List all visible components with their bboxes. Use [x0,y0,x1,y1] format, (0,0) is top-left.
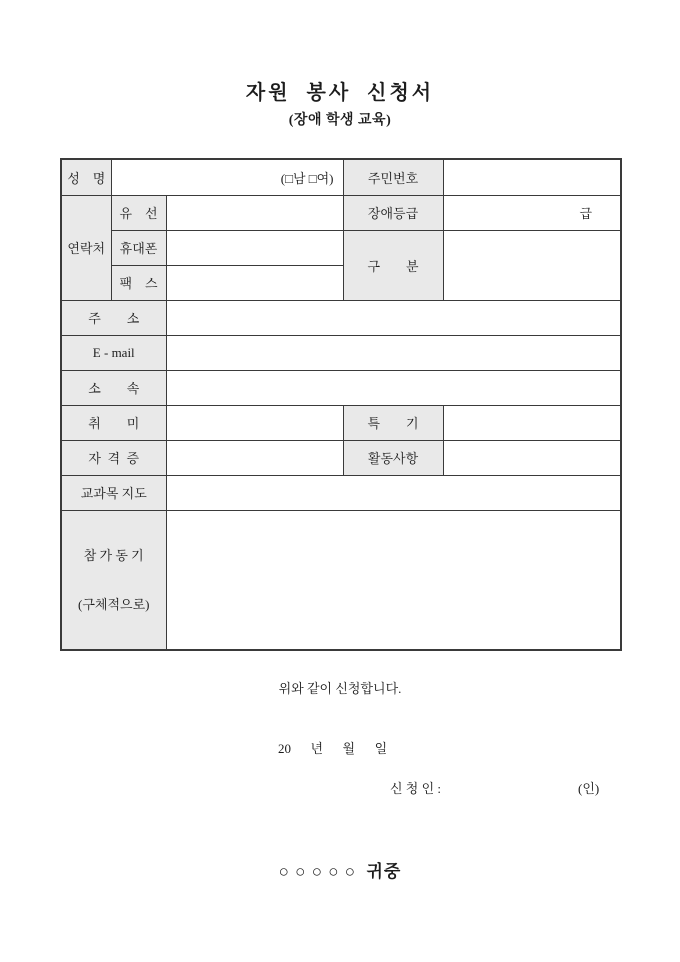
hobby-label: 취 미 [61,405,166,440]
disability-grade-label: 장애등급 [343,195,443,230]
application-form-table [60,158,622,651]
page-subtitle: (장애 학생 교육) [288,113,392,128]
motivation-label: 참 가 동 기 [83,547,144,563]
address-label: 주 소 [61,300,166,335]
name-input-cell[interactable]: (□남 □여) [111,159,343,195]
date-line[interactable]: 20 년 월 일 [278,741,388,756]
activities-label: 활동사항 [343,440,443,475]
declaration-text: 위와 같이 신청합니다. [278,681,402,696]
landline-input-cell[interactable] [166,195,343,230]
motivation-input-cell[interactable] [166,510,621,650]
fax-label: 팩 스 [111,265,166,300]
affiliation-label: 소 속 [61,370,166,405]
table-row [61,230,621,265]
table-row [61,195,621,230]
table-row [61,405,621,440]
table-row [61,370,621,405]
mobile-label: 휴대폰 [111,230,166,265]
disability-grade-input-cell[interactable]: 급 [443,195,621,230]
motivation-label-cell [61,510,166,650]
table-row [61,300,621,335]
email-input-cell[interactable] [166,335,621,370]
table-row [61,475,621,510]
category-label: 구 분 [343,230,443,300]
specialty-input-cell[interactable] [443,405,621,440]
address-input-cell[interactable] [166,300,621,335]
resident-no-label: 주민번호 [343,159,443,195]
fax-input-cell[interactable] [166,265,343,300]
motivation-sublabel: (구체적으로) [78,596,150,612]
seal-label: (인) [578,781,600,796]
hobby-input-cell[interactable] [166,405,343,440]
table-row [61,510,621,650]
name-label: 성 명 [61,159,111,195]
category-input-cell[interactable] [443,230,621,300]
certificate-label: 자 격 증 [61,440,166,475]
applicant-label[interactable]: 신 청 인 : [390,781,442,796]
subject-teaching-label: 교과목 지도 [61,475,166,510]
table-row [61,159,621,195]
table-row [61,440,621,475]
specialty-label: 특 기 [343,405,443,440]
table-row [61,335,621,370]
certificate-input-cell[interactable] [166,440,343,475]
recipient-text: ○ ○ ○ ○ ○ 귀중 [278,862,402,881]
subject-teaching-input-cell[interactable] [166,475,621,510]
contact-group-label: 연락처 [61,195,111,300]
resident-no-input-cell[interactable] [443,159,621,195]
email-label: E - mail [61,335,166,370]
affiliation-input-cell[interactable] [166,370,621,405]
activities-input-cell[interactable] [443,440,621,475]
page-title: 자원 봉사 신청서 [245,82,435,104]
landline-label: 유 선 [111,195,166,230]
mobile-input-cell[interactable] [166,230,343,265]
